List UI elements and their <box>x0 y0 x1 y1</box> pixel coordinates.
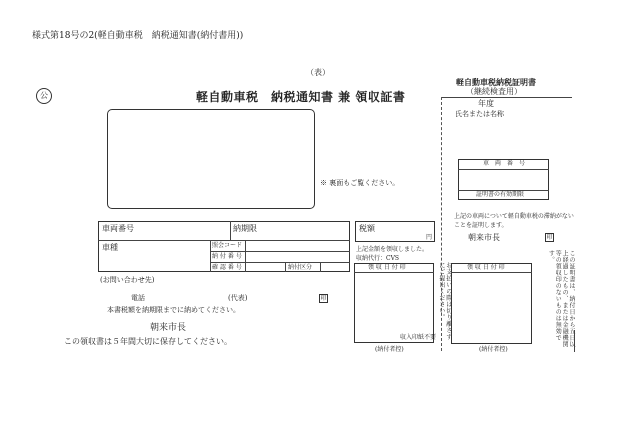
no-revenue-stamp: 収入印紙不要 <box>400 334 437 341</box>
cert-statement: 上記の車両について軽自動車税の滞納がないことを証明します。 <box>454 213 574 229</box>
shuno-daiko: 収納代行：CVS <box>356 255 400 262</box>
kakunin-bango-label: 確 認 番 号 <box>212 264 242 271</box>
shokai-code-label: 照会コード <box>212 242 243 249</box>
ryoshu-stamp-label-right: 領 収 日 付 印 <box>467 264 505 271</box>
mayor-name-left: 朝来市長 <box>150 323 187 333</box>
pay-by-note: 本書税額を納期限までに納めてください。 <box>107 306 240 314</box>
zeigaku-label: 税額 <box>359 224 375 233</box>
inquiry-label: (お問い合わせ先) <box>100 276 155 284</box>
cert-subtitle: （継続検査用） <box>466 87 522 96</box>
mayor-seal-right: 印 <box>546 234 553 241</box>
nofusha-hikae-right: (納付者控) <box>479 346 508 353</box>
cert-yuko-kigen: 証明書の有効期限 <box>476 191 525 198</box>
ryoshu-stamp-box-middle <box>354 263 437 343</box>
main-title: 軽自動車税 納税通知書 兼 領収証書 <box>196 90 406 104</box>
nofu-bango-label: 納 付 番 号 <box>212 253 242 260</box>
nokigen-label: 納期限 <box>233 224 257 233</box>
ko-mark: 公 <box>36 88 52 104</box>
cert-title: 軽自動車税納税証明書 <box>456 77 536 87</box>
sharyo-bango-label: 車両番号 <box>102 224 134 233</box>
keep-note: この領収書は５年間大切に保存してください。 <box>64 337 232 346</box>
form-number: 様式第18号の2(軽自動車税 納税通知書(納付書用)) <box>32 31 244 41</box>
address-window <box>107 109 315 209</box>
mayor-seal-left: 印 <box>320 295 327 302</box>
daihyo-label: (代表) <box>228 294 248 302</box>
ryoshu-stamp-label-middle: 領 収 日 付 印 <box>368 264 406 271</box>
cert-vertical-note: この証明書は、納付日から五日以上経過したもの、または金融機関等の領収印のないものは無効です。 <box>547 250 575 348</box>
received-note: 上記金額を領収しました。 <box>356 246 429 253</box>
nofusha-hikae-middle: (納付者控) <box>375 346 404 353</box>
cert-shimei: 氏名または名称 <box>455 110 504 118</box>
ryoshu-stamp-box-right <box>451 263 532 344</box>
shashu-label: 車種 <box>102 243 118 252</box>
cert-nendo: 年度 <box>478 99 494 108</box>
vertical-note-middle: お支払いの際は切り離さずにご提出ください。 <box>437 262 452 340</box>
cert-sharyo-bango: 車 両 番 号 <box>483 160 526 167</box>
ura-note: ※ 裏面もご覧ください。 <box>320 179 400 187</box>
yen-label: 円 <box>426 234 433 241</box>
nofu-kubun-label: 納付区分 <box>288 264 313 271</box>
perforation-line <box>441 97 442 351</box>
cert-mayor: 朝来市長 <box>468 233 500 242</box>
denwa-label: 電話 <box>131 294 145 302</box>
omote-label: （表） <box>306 68 330 77</box>
